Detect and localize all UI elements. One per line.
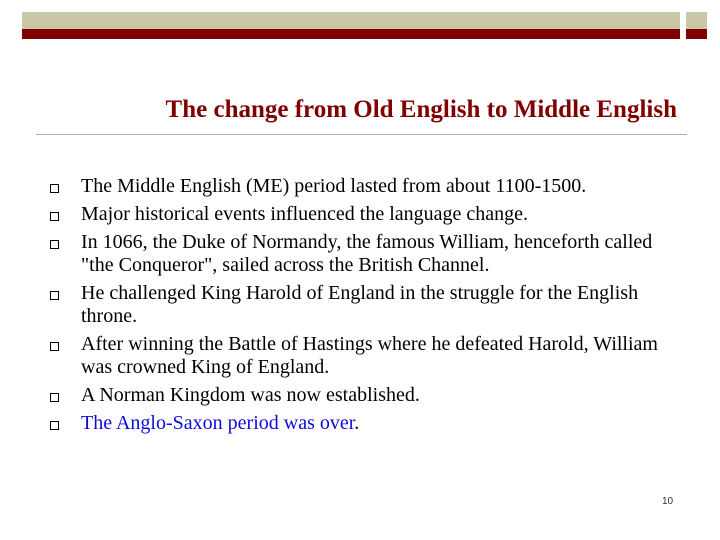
square-bullet-icon (50, 342, 59, 351)
title-divider (36, 134, 687, 135)
bullet-item (50, 203, 680, 226)
bullet-text: Major historical events influenced the language change. (81, 203, 529, 225)
bullet-item (50, 282, 680, 328)
square-bullet-icon (50, 393, 59, 402)
page-number: 10 (662, 496, 674, 507)
bullet-text: The Middle English (ME) period lasted from about 1100-1500. (81, 175, 587, 197)
corner-block-olive (686, 12, 707, 29)
bullet-item (50, 231, 680, 277)
bullet-item (50, 333, 680, 379)
square-bullet-icon (50, 421, 59, 430)
bullet-item (50, 412, 680, 435)
square-bullet-icon (50, 240, 59, 249)
bullet-text: After winning the Battle of Hastings where he defeated Harold, William was crowned King of England. (81, 333, 658, 378)
bullet-text: In 1066, the Duke of Normandy, the famous William, henceforth called "the Conqueror", sailed across the British Channel. (81, 231, 653, 276)
bullet-text: He challenged King Harold of England in the struggle for the English throne. (81, 282, 639, 327)
bullet-text-period: . (354, 412, 360, 434)
bullet-item (50, 384, 680, 407)
square-bullet-icon (50, 291, 59, 300)
header-corner-block (686, 12, 707, 39)
header-band-maroon (22, 29, 680, 39)
bullet-item (50, 175, 680, 198)
corner-block-maroon (686, 29, 707, 39)
bullet-list (50, 175, 680, 440)
bullet-text: A Norman Kingdom was now established. (81, 384, 420, 406)
header-band-olive (22, 12, 680, 29)
slide-title: The change from Old English to Middle English (165, 96, 677, 123)
square-bullet-icon (50, 212, 59, 221)
bullet-text-highlighted: The Anglo-Saxon period was over (81, 412, 355, 434)
square-bullet-icon (50, 184, 59, 193)
